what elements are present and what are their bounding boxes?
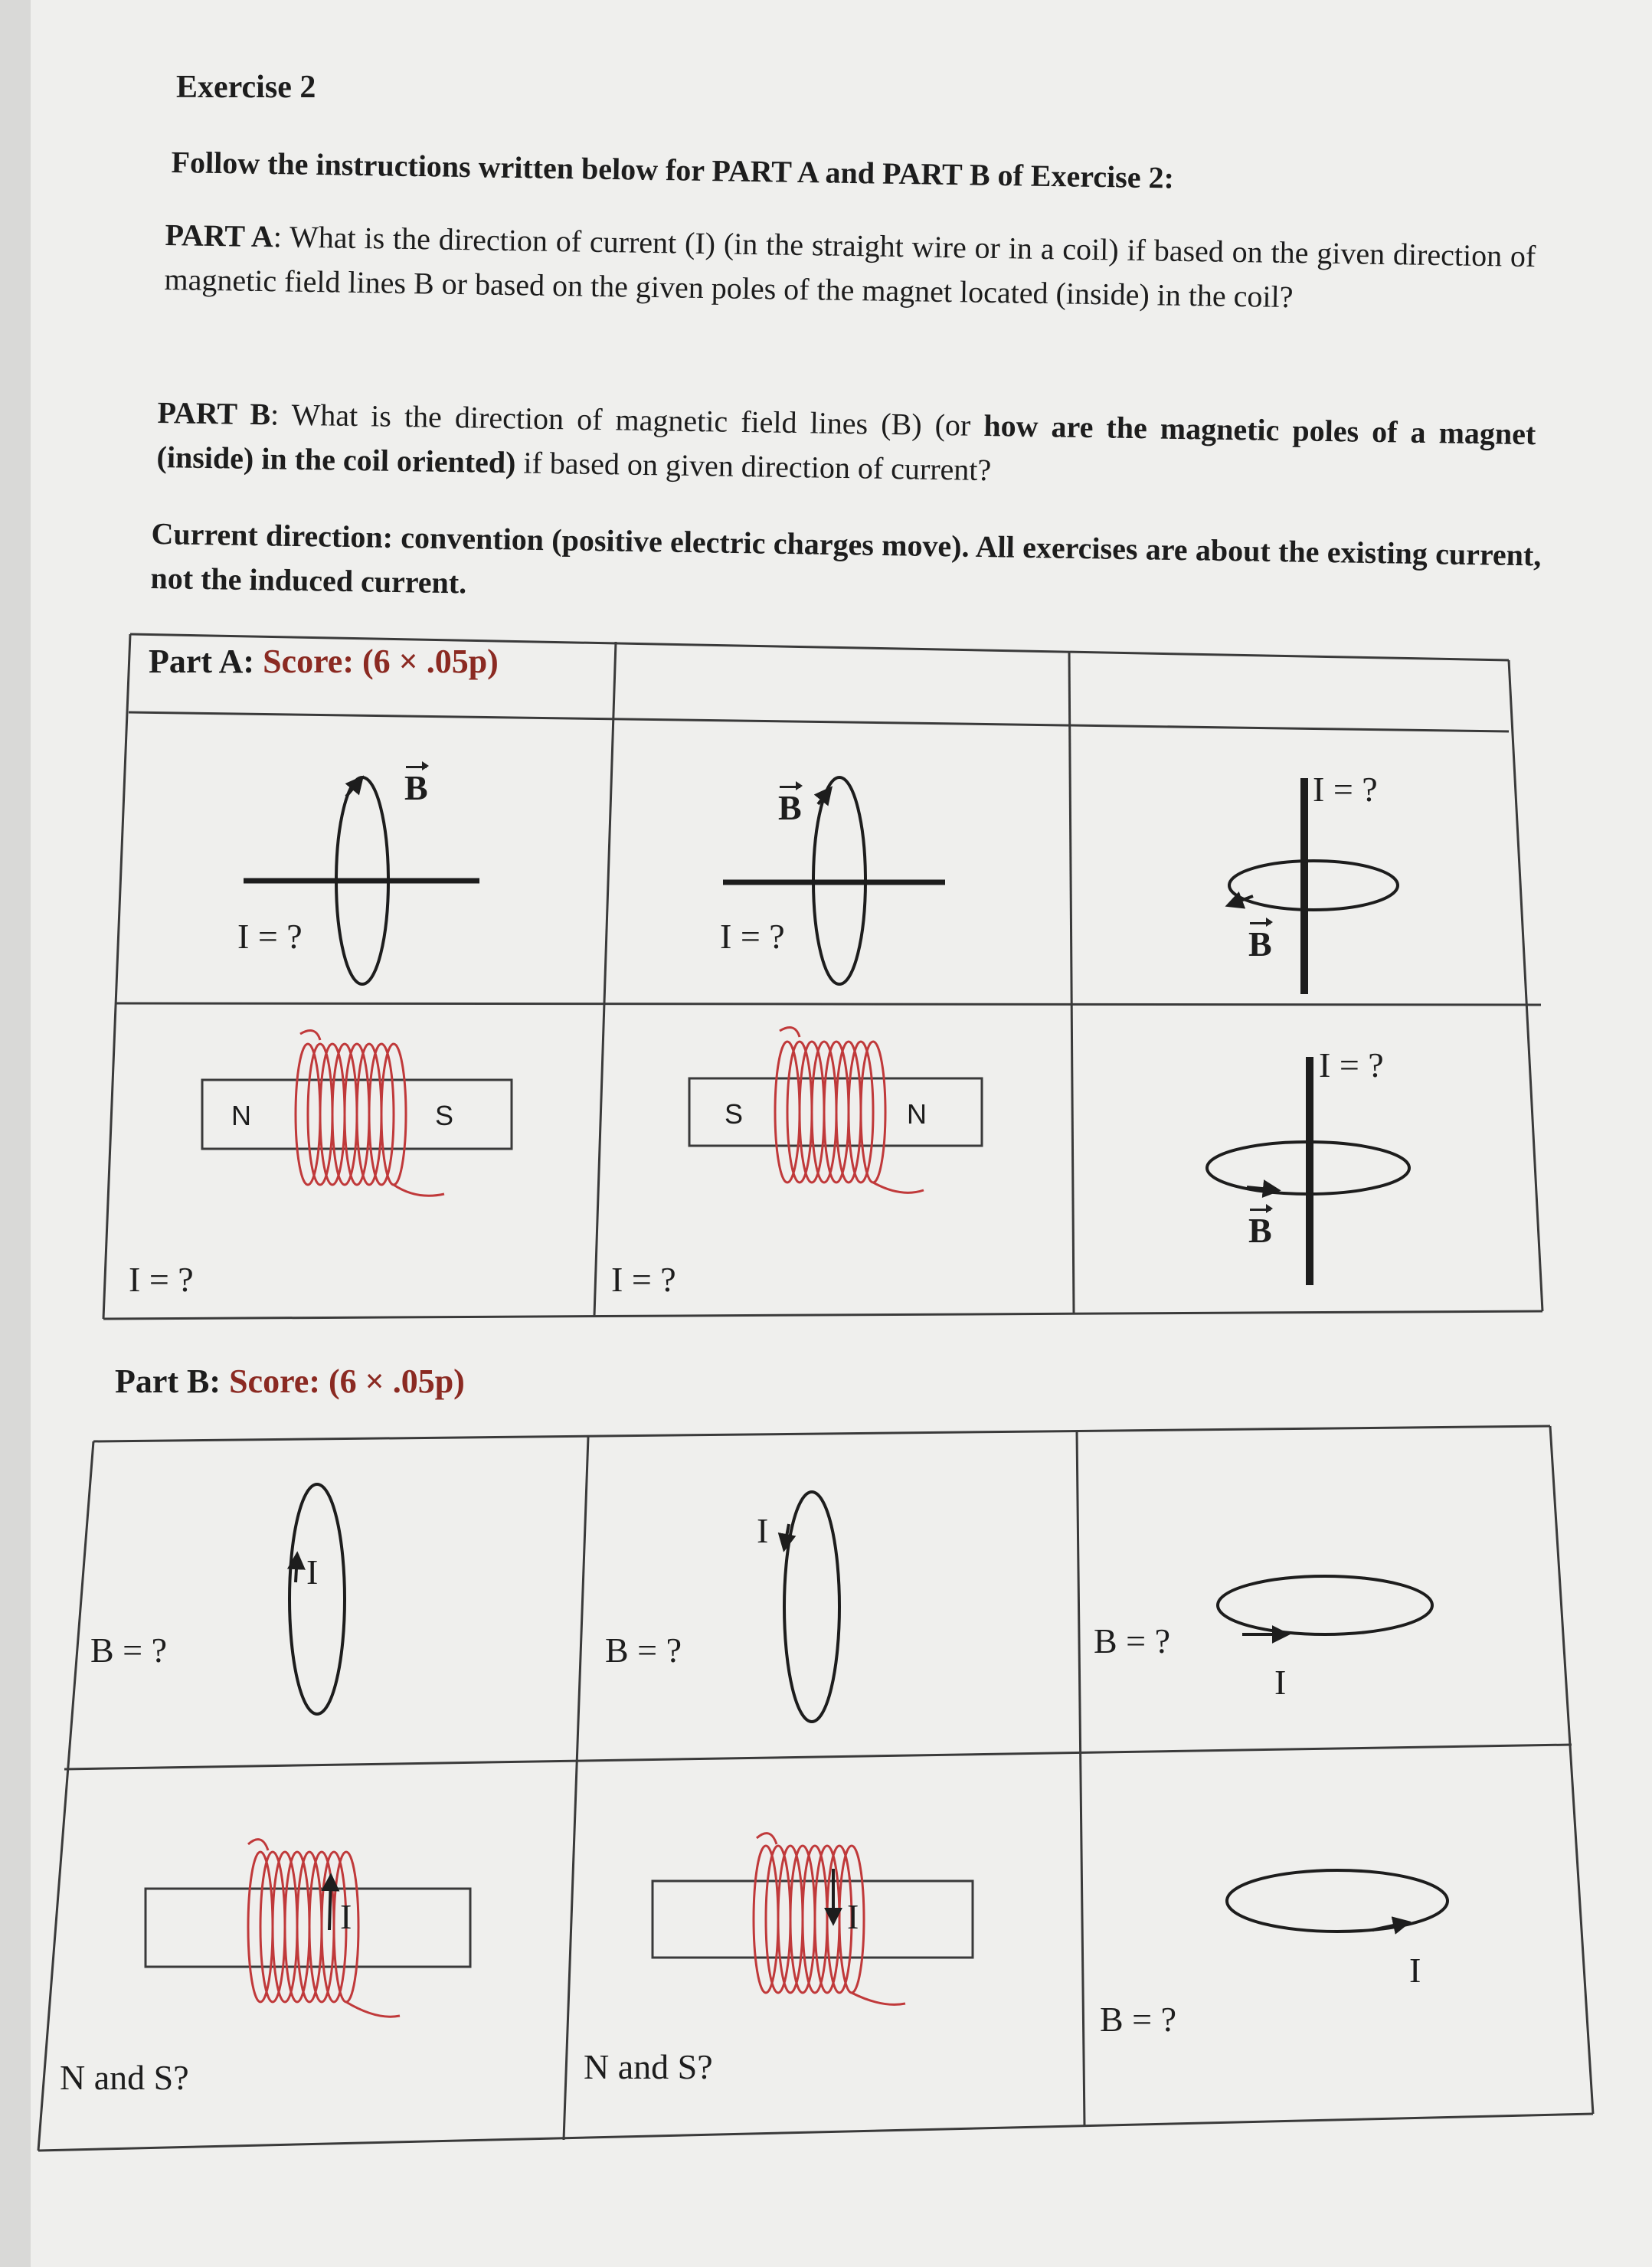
part-a-cell-4-pole-left: N bbox=[231, 1100, 251, 1131]
part-b-cell-5-unknown: N and S? bbox=[584, 2047, 713, 2086]
part-b-loop-2 bbox=[784, 1492, 839, 1722]
part-b-score: Score: (6 × .05p) bbox=[229, 1362, 465, 1400]
part-b-cell-3-current: I bbox=[1274, 1663, 1287, 1702]
part-a-cell-6-field-label: B bbox=[1248, 1211, 1272, 1250]
part-b-text-bold: how are the magnetic poles of a magnet (inside) in the coil oriented) bbox=[156, 407, 1536, 480]
part-b-coil-2 bbox=[653, 1834, 973, 2005]
part-a-label: PART A bbox=[165, 217, 274, 254]
part-b-title: Part B: bbox=[115, 1362, 221, 1400]
exercise-title: Exercise 2 bbox=[176, 70, 316, 105]
part-a-cell-1-unknown: I = ? bbox=[237, 917, 303, 956]
convention-note: Current direction: convention (positive electric charges move). All exercises are about the existing current, not the induced current. bbox=[150, 515, 1542, 600]
part-b-coil-1 bbox=[146, 1840, 470, 2017]
part-a-score: Score: (6 × .05p) bbox=[263, 643, 499, 680]
part-b-header bbox=[115, 1362, 465, 1401]
part-a-header bbox=[149, 642, 499, 681]
part-a-cell-6-unknown: I = ? bbox=[1319, 1045, 1384, 1084]
part-a-title: Part A: bbox=[149, 643, 255, 680]
part-b-cell-2-current: I bbox=[757, 1511, 769, 1550]
part-a-cell-4-unknown: I = ? bbox=[129, 1260, 194, 1299]
part-a-cell-3-unknown: I = ? bbox=[1313, 770, 1378, 809]
part-b-horizontal-loop-2 bbox=[1227, 1870, 1448, 1932]
part-a-cell-2-field-label: B bbox=[778, 788, 802, 827]
part-a-vertical-wire-2 bbox=[1207, 1057, 1409, 1285]
part-b-cell-4-current: I bbox=[340, 1897, 352, 1936]
part-b-label: PART B bbox=[157, 394, 271, 432]
part-b-cell-1-current: I bbox=[306, 1552, 319, 1591]
part-a-cell-5-pole-left: S bbox=[725, 1098, 744, 1130]
part-b-cell-6-current: I bbox=[1409, 1951, 1421, 1990]
part-a-cell-2-unknown: I = ? bbox=[720, 917, 785, 956]
part-a-cell-4-pole-right: S bbox=[435, 1100, 454, 1131]
part-a-cell-5-pole-right: N bbox=[907, 1098, 927, 1130]
part-b-cell-3-unknown: B = ? bbox=[1094, 1621, 1171, 1660]
part-b-cell-2-unknown: B = ? bbox=[605, 1631, 682, 1670]
part-b-cell-6-unknown: B = ? bbox=[1100, 2000, 1177, 2039]
part-a-cell-1-field-label: B bbox=[404, 768, 428, 807]
instruction-line: Follow the instructions written below for PART A and PART B of Exercise 2: bbox=[171, 144, 1175, 195]
part-b-cell-5-current: I bbox=[847, 1897, 859, 1936]
part-a-cell-3-field-label: B bbox=[1248, 924, 1272, 963]
part-b-text-1: : What is the direction of magnetic field lines (B) (or bbox=[270, 397, 984, 443]
part-a-cell-5-unknown: I = ? bbox=[611, 1260, 676, 1299]
part-b-cell-1-unknown: B = ? bbox=[90, 1631, 168, 1670]
part-b-cell-4-unknown: N and S? bbox=[60, 2058, 189, 2097]
part-b-horizontal-loop-1 bbox=[1218, 1576, 1432, 1634]
part-b-loop-1 bbox=[290, 1484, 345, 1714]
part-b-text-2: if based on given direction of current? bbox=[515, 445, 992, 488]
part-a-text: : What is the direction of current (I) (in the straight wire or in a coil) if based on the given direction of magnetic field lines B or based on the given poles of the magnet located (inside) in the coil? bbox=[164, 219, 1536, 315]
